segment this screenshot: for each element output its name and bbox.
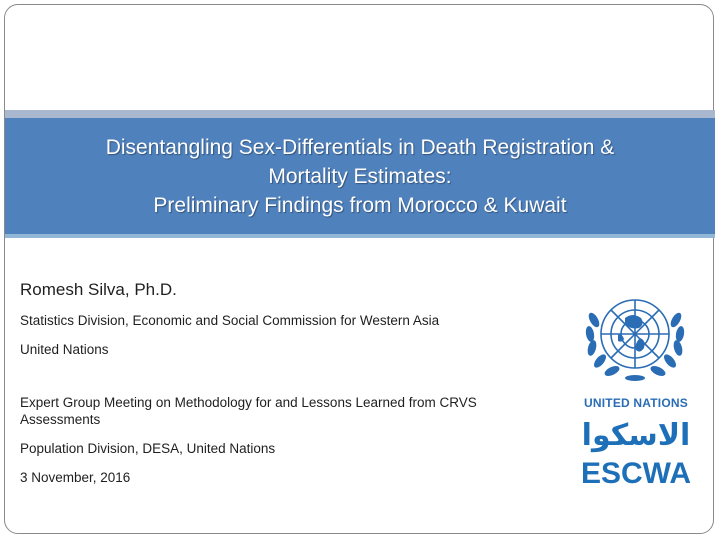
un-logo-caption: UNITED NATIONS — [584, 396, 688, 410]
slide-content — [20, 280, 560, 498]
title-line-3: Preliminary Findings from Morocco & Kuwait — [153, 193, 567, 217]
author-name: Romesh Silva, Ph.D. — [20, 280, 177, 299]
slide-title — [106, 133, 615, 220]
meeting-date: 3 November, 2016 — [20, 470, 131, 485]
title-line-2: Mortality Estimates: — [268, 164, 452, 188]
escwa-wordmark: ESCWA — [580, 457, 691, 490]
organization: United Nations — [20, 342, 109, 357]
title-line-1: Disentangling Sex-Differentials in Death Registration & — [105, 135, 615, 159]
title-accent-bar — [5, 110, 715, 118]
title-bottom-rule — [5, 234, 715, 238]
author-affiliation: Statistics Division, Economic and Social Commission for Western Asia — [20, 313, 440, 328]
meeting-name: Expert Group Meeting on Methodology for and Lessons Learned from CRVS Assessments — [20, 395, 477, 427]
escwa-arabic-wordmark: الاسكوا — [581, 418, 691, 453]
meeting-host: Population Division, DESA, United Nations — [20, 441, 276, 456]
title-band — [5, 118, 715, 234]
